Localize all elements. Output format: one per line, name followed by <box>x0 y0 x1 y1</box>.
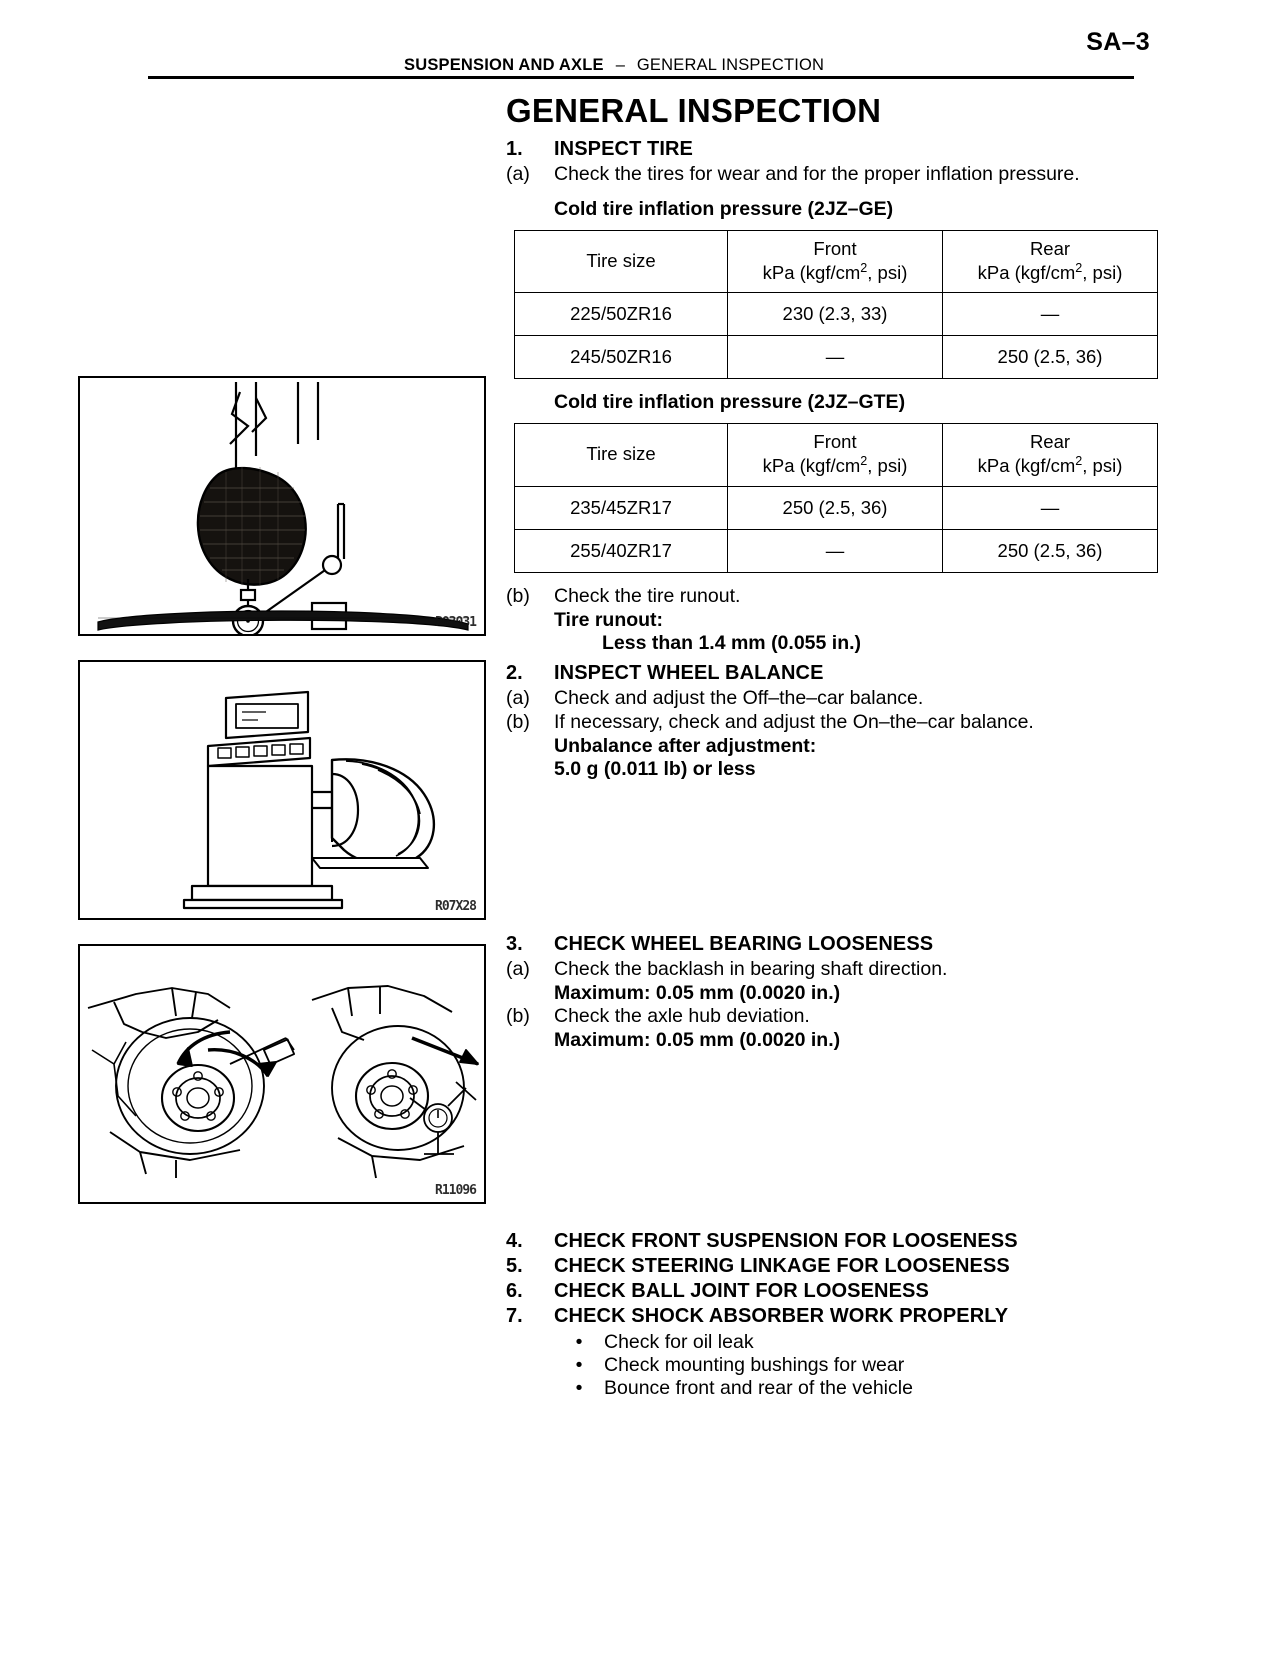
step-2-number: 2. <box>506 661 523 684</box>
step-2-item-b-label: (b) <box>506 710 530 733</box>
table-row <box>515 293 1158 336</box>
running-head-dash: – <box>615 56 625 74</box>
step-2-heading <box>506 662 1146 685</box>
step-2-item-a <box>506 687 1146 710</box>
main-content-column <box>506 138 1146 1052</box>
tire-pressure-table-2jz-gte <box>514 423 1158 572</box>
step-3-title: CHECK WHEEL BEARING LOOSENESS <box>554 932 934 955</box>
table-2-row-0-rear: — <box>943 486 1158 529</box>
table-2-header-front-units: kPa ($kgf/cm^2$, psi) <box>762 453 908 477</box>
list-item <box>554 1331 1146 1354</box>
balancer-screen <box>236 704 298 728</box>
page-header <box>0 0 1280 80</box>
step-1-item-a-text: Check the tires for wear and for the proper inflation pressure. <box>554 163 1080 185</box>
brake-disc <box>116 1018 264 1154</box>
step-6-heading <box>506 1280 1146 1303</box>
step-3-item-a-label: (a) <box>506 957 530 980</box>
table-2-row-1-front: — <box>728 529 943 572</box>
step-2-item-b <box>506 711 1146 734</box>
step-5-number: 5. <box>506 1255 523 1277</box>
table-2-row-0-front: 250 (2.5, 36) <box>728 486 943 529</box>
table-1-header-rear-label: Rear <box>1029 238 1071 259</box>
running-head <box>148 56 1134 75</box>
list-item <box>554 1354 1146 1377</box>
figure-2-code: R07X28 <box>435 899 476 914</box>
running-head-topic: GENERAL INSPECTION <box>636 56 825 74</box>
table-1-row-1-size: 245/50ZR16 <box>515 336 728 379</box>
table-1-row-0-rear: — <box>943 293 1158 336</box>
step-7-number: 7. <box>506 1305 523 1327</box>
step-7-heading <box>506 1305 1146 1328</box>
step-3-a-maximum: Maximum: 0.05 mm (0.0020 in.) <box>554 981 841 1004</box>
table-2-row-0-size: 235/45ZR17 <box>515 486 728 529</box>
axle-hub-right <box>356 1063 428 1129</box>
step-2-item-b-text: If necessary, check and adjust the On–the–car balance. <box>554 710 1034 733</box>
running-head-section: SUSPENSION AND AXLE <box>404 56 604 74</box>
figure-tire-runout-dial-gauge <box>78 376 486 636</box>
page-title: GENERAL INSPECTION <box>506 92 882 129</box>
table-1-row-0-front: 230 (2.3, 33) <box>728 293 943 336</box>
list-item <box>554 1377 1146 1400</box>
step-7-bullet-1: Check mounting bushings for wear <box>604 1354 905 1376</box>
step-4-heading <box>506 1230 1146 1253</box>
step-5-title: CHECK STEERING LINKAGE FOR LOOSENESS <box>554 1255 1010 1277</box>
table-1-header-front-units: kPa ($kgf/cm^2$, psi) <box>762 260 908 283</box>
step-3-item-a-text: Check the backlash in bearing shaft direction. <box>554 957 948 980</box>
step-1-number: 1. <box>506 138 523 160</box>
table-1-caption: Cold tire inflation pressure (2JZ–GE) <box>554 198 894 220</box>
wheel-bearing-illustration <box>80 946 484 1202</box>
table-1-header-row <box>515 231 1158 293</box>
step-3-item-b-label: (b) <box>506 1004 530 1027</box>
table-1-header-front <box>728 231 943 293</box>
figure-3-code: R11096 <box>435 1183 476 1198</box>
step-5-heading <box>506 1255 1146 1278</box>
table-1-header-front-label: Front <box>813 238 857 259</box>
tire-runout-illustration <box>80 378 484 634</box>
tire-pressure-table-2jz-ge <box>514 230 1158 379</box>
table-2-row-1-size: 255/40ZR17 <box>515 529 728 572</box>
step-3-number: 3. <box>506 932 523 955</box>
page-number: SA–3 <box>1086 28 1150 56</box>
step-7-bullet-2: Bounce front and rear of the vehicle <box>604 1377 913 1399</box>
table-2-row-1-rear: 250 (2.5, 36) <box>943 529 1158 572</box>
balancer-cabinet <box>208 766 312 886</box>
tire-runout-value: Less than 1.4 mm (0.055 in.) <box>602 631 862 654</box>
step-7-bullet-0: Check for oil leak <box>604 1331 754 1353</box>
tire-runout-label: Tire runout: <box>554 608 664 631</box>
step-6-title: CHECK BALL JOINT FOR LOOSENESS <box>554 1280 929 1302</box>
table-2-header-front <box>728 424 943 486</box>
table-row <box>515 486 1158 529</box>
step-7-title: CHECK SHOCK ABSORBER WORK PROPERLY <box>554 1305 1009 1327</box>
table-1-row-0-size: 225/50ZR16 <box>515 293 728 336</box>
step-1-item-b <box>506 585 1146 608</box>
table-1-header-rear <box>943 231 1158 293</box>
ground-surface <box>98 611 468 630</box>
step-3-item-b <box>506 1005 1146 1028</box>
tire-shape <box>198 468 306 585</box>
figure-1-code: P03031 <box>435 615 476 630</box>
step-6-number: 6. <box>506 1280 523 1302</box>
table-1-row-1-rear: 250 (2.5, 36) <box>943 336 1158 379</box>
figure-wheel-balancer-machine <box>78 660 486 920</box>
table-2-header-rear <box>943 424 1158 486</box>
step-3-b-maximum: Maximum: 0.05 mm (0.0020 in.) <box>554 1028 841 1051</box>
header-divider <box>148 76 1134 79</box>
unbalance-label: Unbalance after adjustment: <box>554 734 817 757</box>
unbalance-value: 5.0 g (0.011 lb) or less <box>554 757 756 780</box>
table-2-header-row <box>515 424 1158 486</box>
bullet-point-icon: • <box>575 1331 583 1353</box>
table-2-header-front-label: Front <box>813 431 857 453</box>
wheel-balancer-illustration <box>80 662 484 918</box>
table-2-header-size: Tire size <box>515 424 728 486</box>
table-1-row-1-front: — <box>728 336 943 379</box>
table-row <box>515 336 1158 379</box>
table-2-header-rear-units: kPa ($kgf/cm^2$, psi) <box>977 453 1123 477</box>
step-1-title: INSPECT TIRE <box>554 138 693 160</box>
table-1-header-size: Tire size <box>515 231 728 293</box>
table-2-header-rear-label: Rear <box>1029 431 1071 453</box>
step-2-item-a-label: (a) <box>506 686 530 709</box>
step-2-item-a-text: Check and adjust the Off–the–car balance. <box>554 686 924 709</box>
step-1-item-b-text: Check the tire runout. <box>554 584 741 607</box>
step-1-item-b-label: (b) <box>506 584 530 607</box>
control-panel <box>208 738 310 766</box>
table-2-caption: Cold tire inflation pressure (2JZ–GTE) <box>554 391 906 414</box>
bullet-point-icon: • <box>575 1377 583 1399</box>
axle-hub-left <box>162 1065 234 1131</box>
step-4-title: CHECK FRONT SUSPENSION FOR LOOSENESS <box>554 1230 1018 1252</box>
step-4-number: 4. <box>506 1230 523 1252</box>
table-1-header-rear-units: kPa ($kgf/cm^2$, psi) <box>977 260 1123 283</box>
bullet-point-icon: • <box>575 1354 583 1376</box>
bottom-steps-block <box>506 1230 1146 1400</box>
table-row <box>515 529 1158 572</box>
figure-wheel-bearing-hub <box>78 944 486 1204</box>
step-1-item-a-label: (a) <box>506 163 530 185</box>
step-3-item-b-text: Check the axle hub deviation. <box>554 1004 810 1027</box>
step-3-item-a <box>506 958 1146 981</box>
step-1-heading <box>506 138 1146 161</box>
step-2-title: INSPECT WHEEL BALANCE <box>554 661 824 684</box>
step-1-item-a <box>506 163 1146 186</box>
step-3-heading <box>506 933 1146 956</box>
